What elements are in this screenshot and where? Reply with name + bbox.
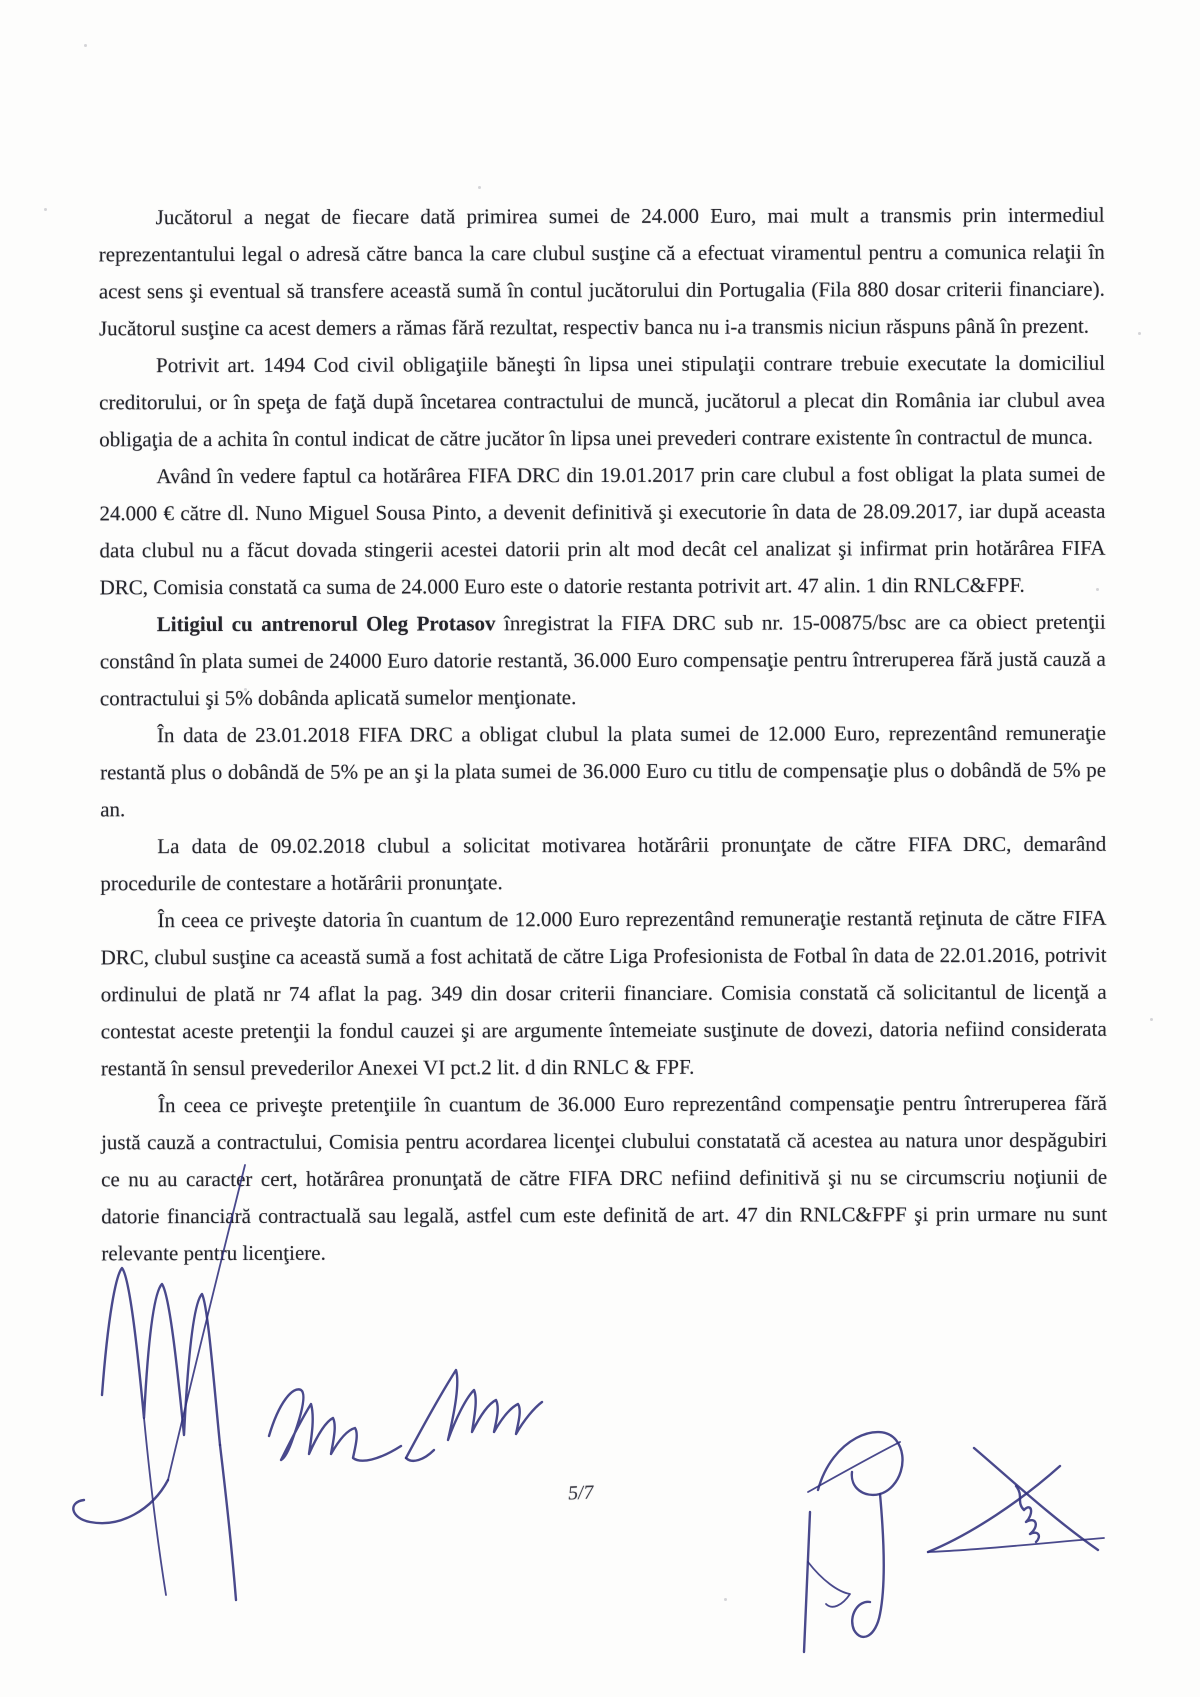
paragraph-claims-36000: În ceea ce priveşte pretenţiile în cuantum de 36.000 Euro reprezentând compensaţie pentru întreruperea fără justă cauză a contractului, Comisia pentru acordarea licenţei clubului constatată că acestea au natura unor despăgubiri ce nu au caracter cert, hotărârea pronunţată de către FIFA DRC nefiind definitivă şi nu se circumscriu noţiunii de datorie financiară contractuală sau legală, astfel cum este definită de art. 47 din RNLC&FPF şi prin urmare nu sunt relevante pentru licenţiere. [101, 1090, 1108, 1266]
paragraph-litigation-protasov [100, 604, 1106, 718]
scan-speck [84, 44, 87, 47]
paragraph-fifa-drc-decision: Având în vedere faptul ca hotărârea FIFA DRC din 19.01.2017 prin care clubul a fost obligat la plata sumei de 24.000 € către dl. Nuno Miguel Sousa Pinto, a devenit definitivă şi executorie în data de 28.09.2017, iar după aceasta data clubul nu a făcut dovada stingerii acestei datorii prin alt mod decât cel analizat şi infirmat prin hotărârea FIFA DRC, Comisia constată ca suma de 24.000 Euro este o datorie restanta potrivit art. 47 alin. 1 din RNLC&FPF. [99, 461, 1106, 600]
scan-speck [1138, 332, 1141, 335]
paragraph-debt-12000: În ceea ce priveşte datoria în cuantum de 12.000 Euro reprezentând remuneraţie restantă reţinuta de către FIFA DRC, clubul susţine ca această sumă a fost achitată de către Liga Profesionista de Fotbal în data de 22.01.2016, potrivit ordinului de plată nr 74 aflat la pag. 349 din dosar criterii financiare. Comisia constată că solicitantul de licenţă a contestat aceste pretenţii la fondul cauzei şi are argumente întemeiate susţinute de dovezi, datoria nefiind considerata restantă în sensul prevederilor Anexei VI pct.2 lit. d din RNLC & FPF. [100, 905, 1107, 1081]
litigation-text: înregistrat la FIFA DRC sub nr. 15-00875/bsc are ca obiect pretenţii constând în plata sumei de 24000 Euro datorie restantă, 36.000 Euro compensaţie pentru întreruperea fără justă cauză a contractului şi 5% dobânda aplicată sumelor menţionate. [99, 609, 1106, 711]
scan-speck [478, 186, 481, 189]
paragraph-appeal-2018: La data de 09.02.2018 clubul a solicitat motivarea hotărârii pronunţate de către FIFA DRC, demarând procedurile de contestare a hotărârii pronunţate. [100, 831, 1107, 896]
paragraph-player-denial: Jucătorul a negat de fiecare dată primirea sumei de 24.000 Euro, mai mult a transmis prin intermediul reprezentantului legal o adresă către banca la care clubul susţine că a efectuat viramentul pentru a comunica relaţii în acest sens şi eventual să transfere această sumă în contul jucătorului din Portugalia (Fila 880 dosar criterii financiare). Jucătorul susţine ca acest demers a rămas fără rezultat, respectiv banca nu i-a transmis niciun răspuns până în prezent. [98, 202, 1105, 341]
signature-triangle-x [912, 1438, 1112, 1566]
scan-speck [724, 1598, 727, 1601]
paragraph-civil-code: Potrivit art. 1494 Cod civil obligaţiile băneşti în lipsa unei stipulaţii contrare trebuie executate la domiciliul creditorului, or în speţa de faţă după încetarea contractului de muncă, jucătorul a plecat din România iar clubul avea obligaţia de a achita în contul indicat de către jucător în lipsa unei prevederi contrare existente în contractul de munca. [99, 350, 1106, 452]
signature-cursive-1 [245, 1378, 410, 1473]
page-number: 5/7 [567, 1481, 595, 1505]
paragraph-drc-ruling-2018: În data de 23.01.2018 FIFA DRC a obligat clubul la plata sumei de 12.000 Euro, reprezentând remuneraţie restantă plus o dobândă de 5% pe an şi la plata sumei de 36.000 Euro cu titlu de compensaţie plus o dobândă de 5% pe an. [100, 720, 1107, 822]
litigation-title-bold: Litigiul cu antrenorul Oleg Protasov [156, 611, 496, 637]
document-body [99, 197, 1108, 1273]
signature-cursive-2 [398, 1358, 548, 1468]
scan-speck [44, 208, 47, 211]
scan-speck [1150, 1018, 1153, 1021]
signature-loop-right [788, 1412, 923, 1657]
signature-left-zigzag [50, 1150, 260, 1605]
